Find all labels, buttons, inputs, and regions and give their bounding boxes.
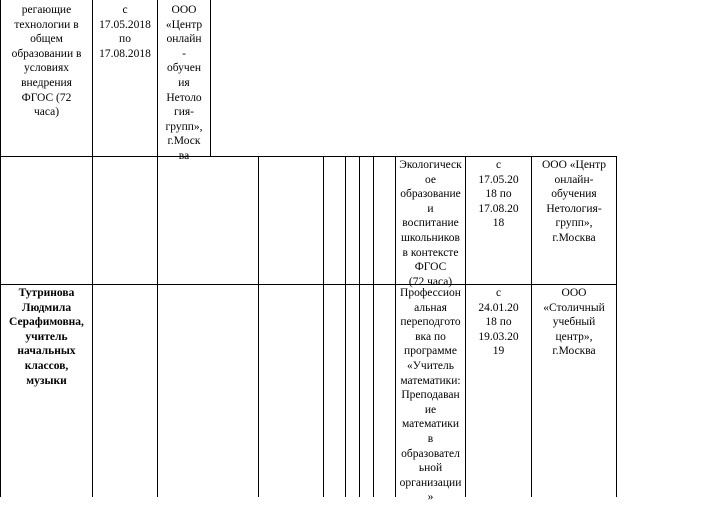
course-dates-cell: с 24.01.20 18 по 19.03.20 19 — [478, 287, 519, 358]
grid-line — [616, 156, 617, 497]
course-dates-cell: с 17.05.2018 по 17.08.2018 — [99, 4, 151, 60]
grid-line — [345, 156, 346, 497]
grid-line — [359, 156, 360, 497]
grid-line — [323, 156, 324, 497]
course-org-cell: ООО «Столичный учебный центр», г.Москва — [543, 287, 605, 358]
grid-line — [0, 284, 617, 285]
grid-line — [373, 156, 374, 497]
teacher-name-cell: Тутринова Людмила Серафимовна, учитель начальных классов, музыки — [9, 287, 84, 387]
grid-line — [0, 156, 617, 157]
grid-line — [210, 0, 211, 157]
course-org-cell: ООО «Центр онлайн- обучения Нетология- групп», г.Москва — [541, 159, 607, 244]
course-dates-cell: с 17.05.20 18 по 17.08.20 18 — [478, 159, 519, 230]
grid-line — [258, 156, 259, 497]
course-topic-cell: Экологическ ое образование и воспитание школьников в контексте ФГОС (72 часа) — [399, 159, 462, 288]
course-topic-cell: регающие технологии в общем образовании в условиях внедрения ФГОС (72 часа) — [11, 4, 82, 119]
course-topic-cell: Профессион альная переподгото вка по программе «Учитель математики: Преподаван ие математики в образовател ьной организации » — [399, 287, 462, 504]
course-org-cell: ООО «Центр онлайн - обучен ия Нетоло гия- групп», г.Моск ва — [165, 4, 203, 162]
